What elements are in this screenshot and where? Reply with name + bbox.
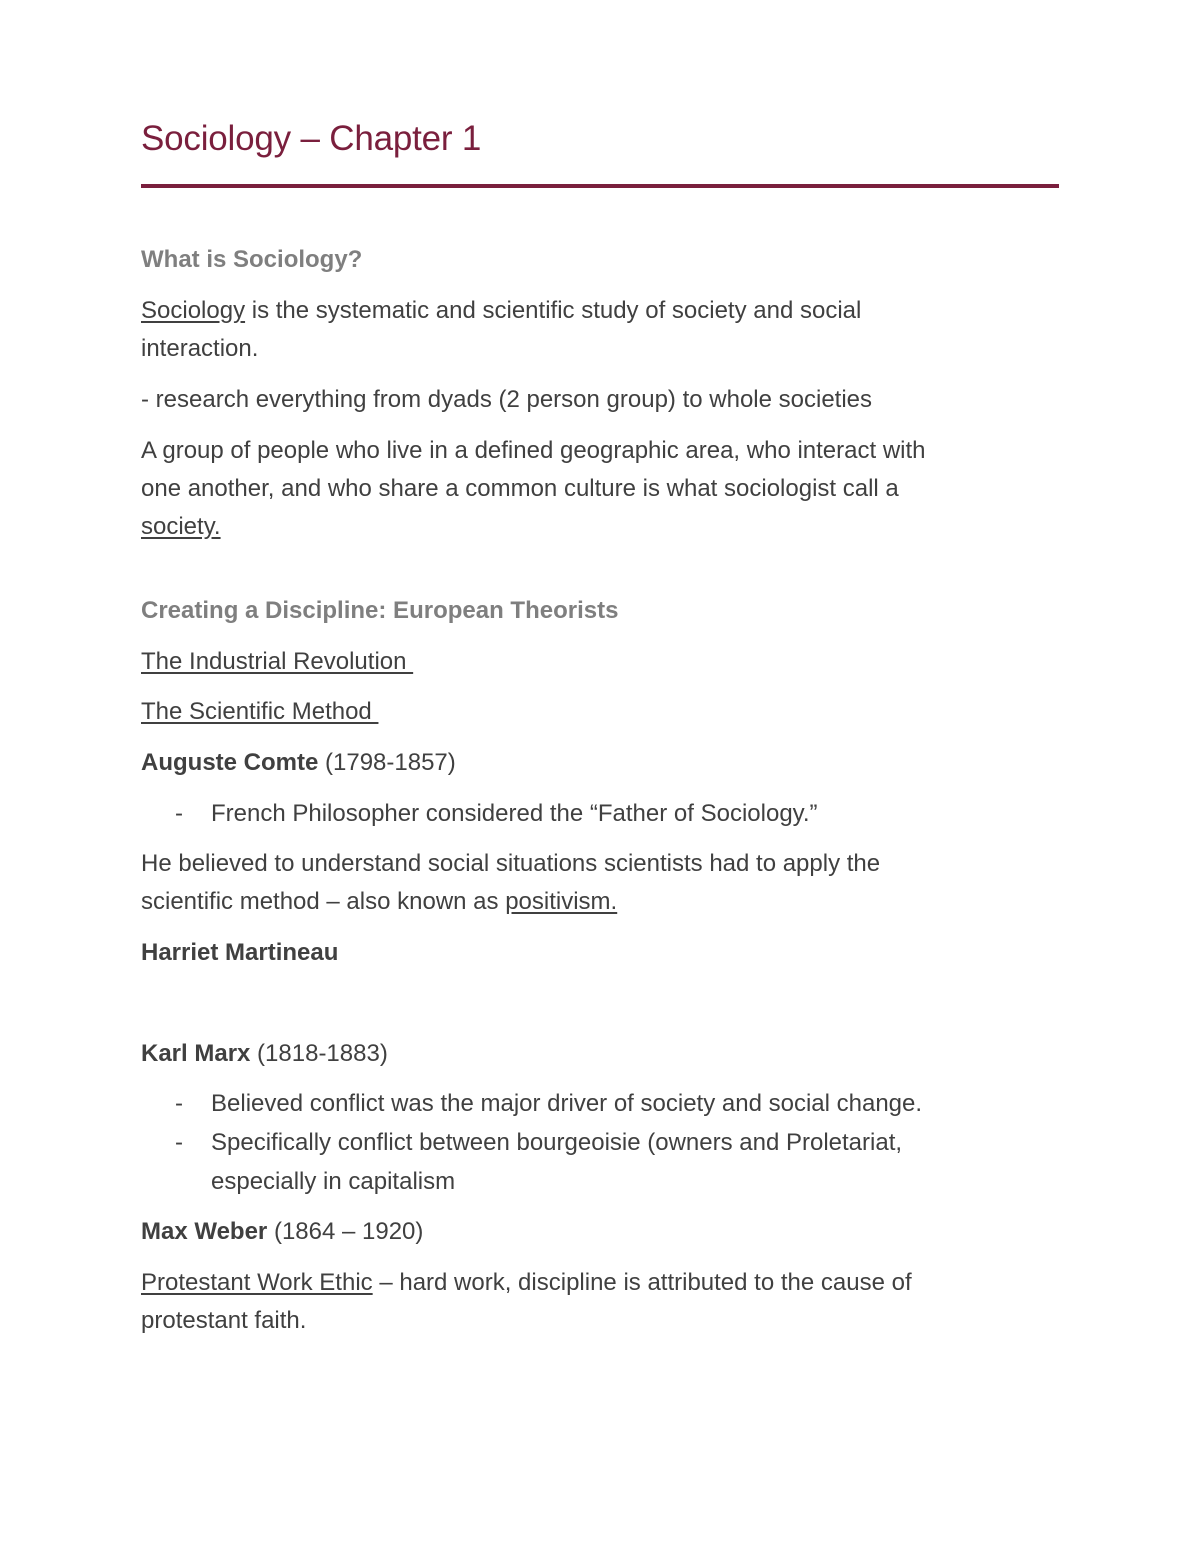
topic-industrial-revolution-text: The Industrial Revolution (141, 648, 414, 675)
society-line-1: A group of people who live in a defined geographic area, who interact with (141, 437, 926, 464)
term-sociology: Sociology (141, 297, 246, 324)
weber-ethic-line-2: protestant faith. (141, 1307, 307, 1334)
comte-belief-line-1: He believed to understand social situations scientists had to apply the (141, 850, 881, 877)
comte-belief-prefix: scientific method – also known as (141, 888, 506, 915)
comte-years: (1798-1857) (318, 749, 456, 776)
marx-name: Karl Marx (141, 1040, 251, 1067)
topic-scientific-method (141, 693, 378, 731)
term-positivism: positivism. (505, 888, 618, 915)
comte-bullet-text: French Philosopher considered the “Father of Sociology.” (211, 800, 818, 827)
comte-belief-line-2 (141, 883, 617, 921)
term-society: society. (141, 513, 221, 540)
research-note: - research everything from dyads (2 person group) to whole societies (141, 386, 873, 413)
comte-heading (141, 744, 456, 782)
martineau-name: Harriet Martineau (141, 939, 339, 966)
marx-bullet-1-text: Believed conflict was the major driver of society and social change. (211, 1090, 923, 1117)
marx-years: (1818-1883) (250, 1040, 388, 1067)
society-line-2: one another, and who share a common culture is what sociologist call a (141, 475, 899, 502)
title-underline-rule (141, 184, 1059, 188)
marx-bullet-2-text: Specifically conflict between bourgeoisie (owners and Proletariat, (211, 1129, 903, 1156)
document-page (141, 0, 1059, 1553)
weber-ethic-text: – hard work, discipline is attributed to the cause of (372, 1269, 912, 1296)
marx-bullet-2-text-cont: especially in capitalism (211, 1168, 456, 1195)
bullet-dash: - (175, 800, 183, 827)
page-title: Sociology – Chapter 1 (141, 119, 482, 158)
weber-ethic-line-1 (141, 1264, 912, 1302)
definition-line-2: interaction. (141, 335, 259, 362)
topic-scientific-method-text: The Scientific Method (141, 698, 379, 725)
definition-text: is the systematic and scientific study of society and social (245, 297, 862, 324)
weber-heading (141, 1213, 423, 1251)
section-heading-creating-discipline: Creating a Discipline: European Theorists (141, 597, 619, 624)
bullet-dash: - (175, 1129, 183, 1156)
definition-line-1 (141, 292, 861, 330)
section-heading-what-is-sociology: What is Sociology? (141, 246, 363, 273)
weber-name: Max Weber (141, 1218, 268, 1245)
weber-years: (1864 – 1920) (267, 1218, 424, 1245)
bullet-dash: - (175, 1090, 183, 1117)
term-protestant-work-ethic: Protestant Work Ethic (141, 1269, 373, 1296)
marx-heading (141, 1035, 388, 1073)
topic-industrial-revolution (141, 643, 413, 681)
comte-name: Auguste Comte (141, 749, 319, 776)
society-line-3 (141, 508, 221, 546)
